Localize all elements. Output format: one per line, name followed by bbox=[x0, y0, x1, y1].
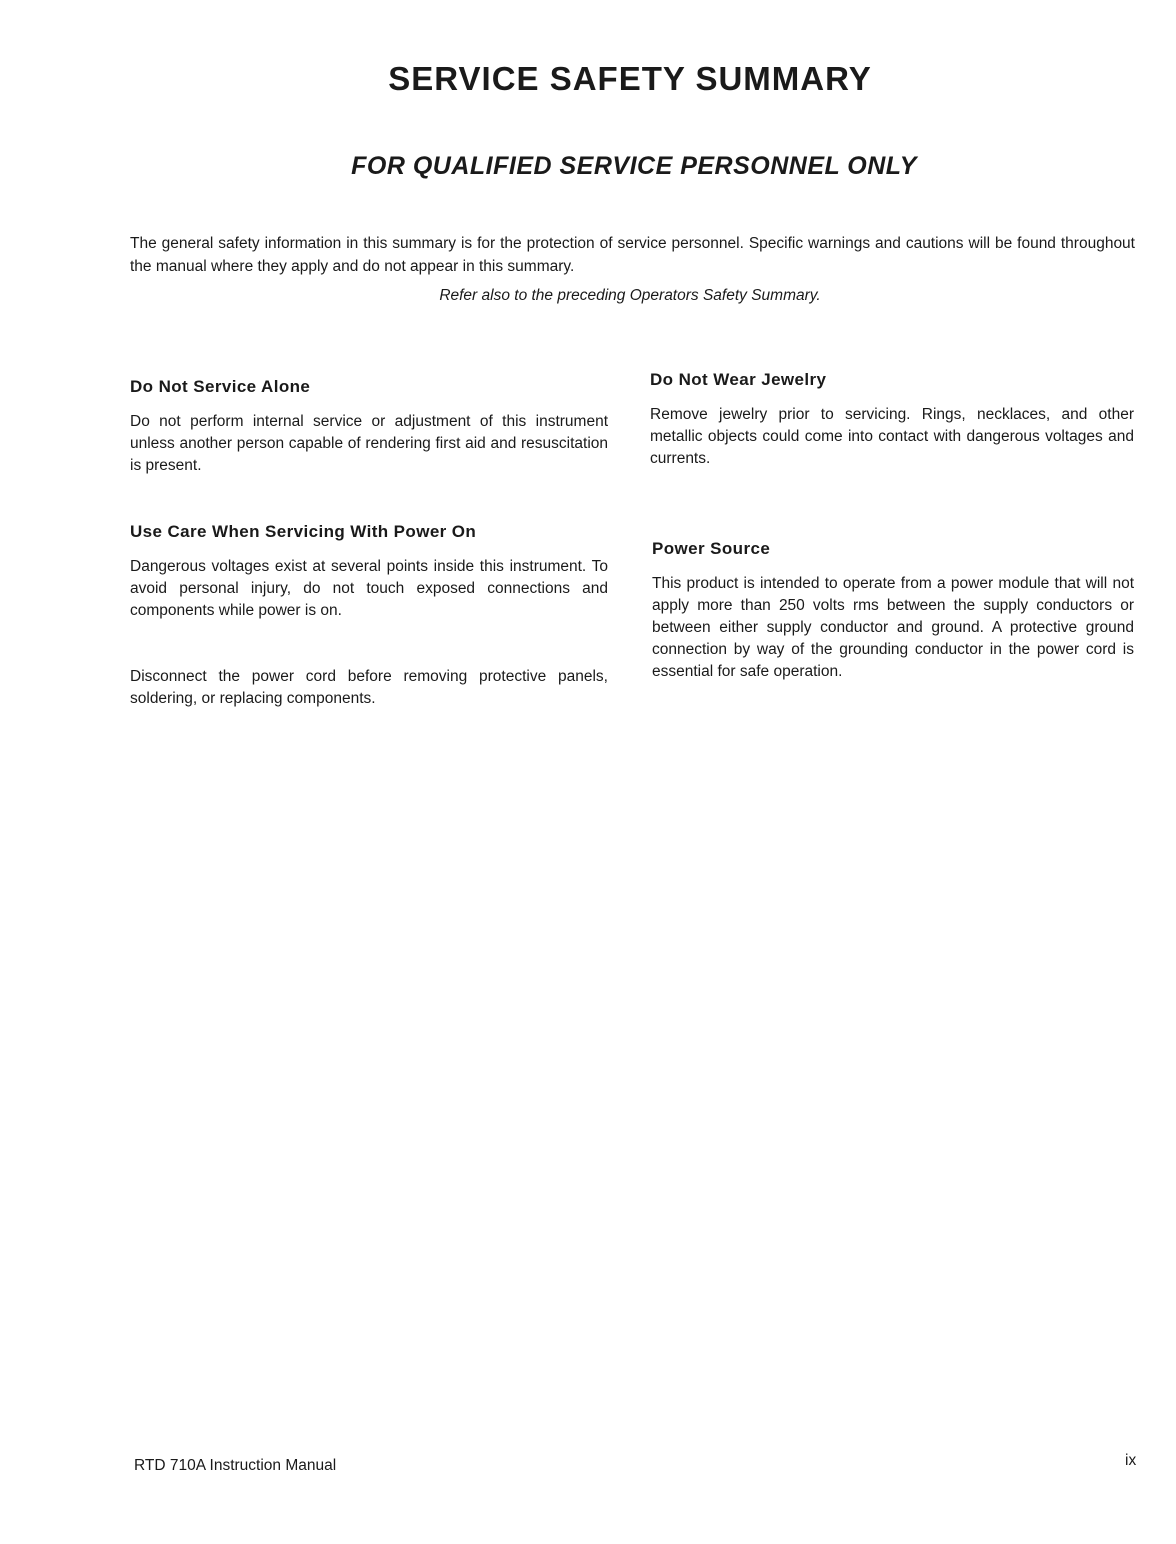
page-subtitle: FOR QUALIFIED SERVICE PERSONNEL ONLY bbox=[351, 152, 917, 180]
section-heading: Do Not Wear Jewelry bbox=[650, 370, 827, 389]
intro-paragraph: The general safety information in this summary is for the protection of service personnel. Specific warnings and cautions will be found throughout the manual where they apply and do not appear in this summary. bbox=[130, 235, 1135, 275]
refer-note: Refer also to the preceding Operators Safety Summary. bbox=[439, 287, 821, 304]
section-body: Do not perform internal service or adjustment of this instrument unless another person capable of rendering first aid and resuscitation is present. bbox=[130, 413, 608, 474]
page-title: SERVICE SAFETY SUMMARY bbox=[388, 60, 872, 97]
section-body: Dangerous voltages exist at several points inside this instrument. To avoid personal injury, do not touch exposed connections and components while power is on. bbox=[130, 558, 608, 619]
footer-manual-title: RTD 710A Instruction Manual bbox=[134, 1457, 337, 1474]
section-disconnect bbox=[130, 666, 608, 710]
section-do-not-wear-jewelry bbox=[650, 370, 1134, 470]
section-body: This product is intended to operate from a power module that will not apply more than 250 volts rms between the supply conductors or between either supply conductor and ground. A protective ground connection by way of the grounding conductor in the power cord is essential for safe operation. bbox=[652, 575, 1134, 680]
section-heading: Power Source bbox=[652, 539, 771, 558]
section-power-on bbox=[130, 522, 608, 622]
section-heading: Do Not Service Alone bbox=[130, 377, 311, 396]
section-heading: Use Care When Servicing With Power On bbox=[130, 522, 477, 541]
section-do-not-service-alone bbox=[130, 377, 608, 477]
section-body: Remove jewelry prior to servicing. Rings, necklaces, and other metallic objects could come into contact with dangerous voltages and currents. bbox=[650, 406, 1134, 467]
section-power-source bbox=[652, 539, 1134, 683]
section-body: Disconnect the power cord before removing protective panels, soldering, or replacing components. bbox=[130, 668, 608, 707]
footer-page-number: ix bbox=[1125, 1452, 1137, 1469]
